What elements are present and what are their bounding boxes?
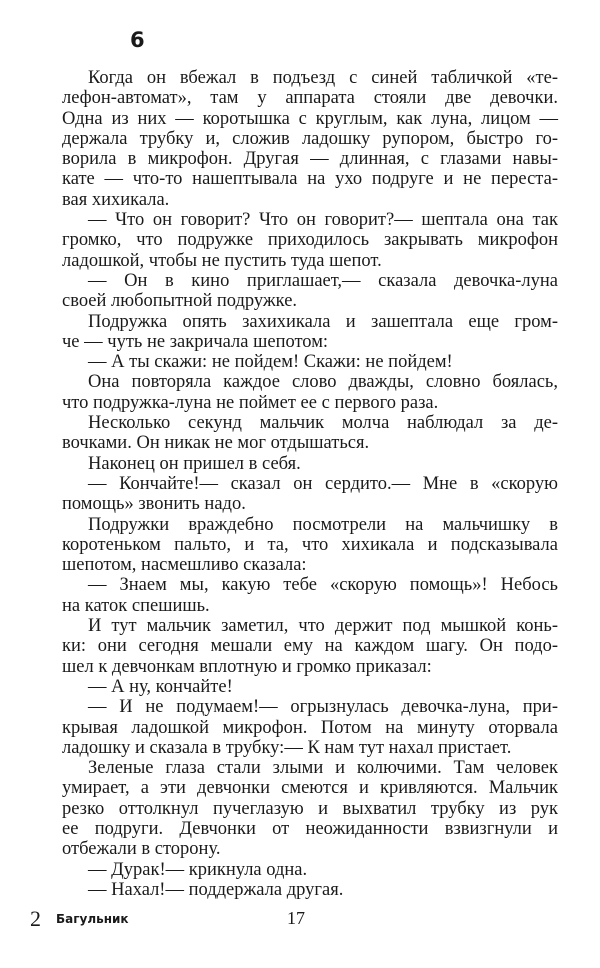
text-line: Когда он вбежал в подъезд с синей табличкой «те- <box>88 68 558 88</box>
text-line: ладошку и сказала в трубку:— К нам тут нахал пристает. <box>62 737 512 758</box>
text-line: резко оттолкнул пучеглазую и выхватил трубку из рук <box>62 798 558 819</box>
paragraph <box>62 474 558 515</box>
text-line: держала трубку и, сложив ладошку рупором, быстро го- <box>62 128 558 149</box>
text-line: шепотом, насмешливо сказала: <box>62 555 307 576</box>
text-line: коротеньком пальто, и та, что хихикала и подсказывала <box>62 534 558 555</box>
paragraph <box>62 210 558 271</box>
paragraph <box>62 271 558 312</box>
text-line: ки: они сегодня мешали ему на каждом шагу. Он подо- <box>62 636 558 657</box>
text-line: ворила в микрофон. Другая — длинная, с глазами навы- <box>62 149 558 170</box>
text-line: своей любопытной подружке. <box>62 291 298 312</box>
paragraph <box>62 758 558 859</box>
paragraph <box>62 677 558 697</box>
paragraph <box>62 372 558 413</box>
printer-signature-mark: 2 <box>30 906 41 931</box>
text-line: вочками. Он никак не мог отдышаться. <box>62 433 370 454</box>
text-line: на каток спешишь. <box>62 595 210 616</box>
paragraph <box>62 413 558 454</box>
text-line: — Дурак!— крикнула одна. <box>88 859 308 880</box>
paragraph <box>62 312 558 353</box>
paragraph <box>62 697 558 758</box>
text-line: крывая ладошкой микрофон. Потом на минуту оторвала <box>62 717 558 738</box>
text-line: — А ну, кончайте! <box>88 676 233 697</box>
text-line: — Нахал!— поддержала другая. <box>88 879 344 900</box>
text-line: Зеленые глаза стали злыми и колючими. Там человек <box>88 758 558 779</box>
text-line: помощь» звонить надо. <box>62 494 246 515</box>
paragraph <box>62 860 558 880</box>
text-line: И тут мальчик заметил, что держит под мышкой конь- <box>88 616 558 637</box>
text-line: умирает, а эти девчонки смеются и кривляются. Мальчик <box>62 778 558 799</box>
text-line: — Он в кино приглашает,— сказала девочка-луна <box>88 270 558 291</box>
text-line: — Кончайте!— сказал он сердито.— Мне в «скорую <box>88 473 558 494</box>
text-line: кате — что-то нашептывала на ухо подруге и не переста- <box>62 169 558 190</box>
text-line: — А ты скажи: не пойдем! Скажи: не пойдем! <box>88 352 453 373</box>
page-number: 17 <box>287 908 305 928</box>
text-line: Подружки враждебно посмотрели на мальчишку в <box>88 514 558 535</box>
text-line: шел к девчонкам вплотную и громко приказал: <box>62 656 432 677</box>
text-line: че — чуть не закричала шепотом: <box>62 331 329 352</box>
book-title: Багульник <box>56 912 129 926</box>
text-line: Она повторяла каждое слово дважды, словно боялась, <box>88 372 558 393</box>
text-line: Подружка опять захихикала и зашептала еще гром- <box>88 311 558 332</box>
chapter-number: 6 <box>130 28 145 52</box>
paragraph <box>62 515 558 576</box>
text-line: вая хихикала. <box>62 189 170 210</box>
text-line: что подружка-луна не поймет ее с первого раза. <box>62 392 439 413</box>
text-line: — И не подумаем!— огрызнулась девочка-луна, при- <box>88 697 558 718</box>
text-line: отбежали в сторону. <box>62 839 221 860</box>
paragraph <box>62 68 558 210</box>
text-line: ладошкой, чтобы не пустить туда шепот. <box>62 250 382 271</box>
text-line: лефон-автомат», там у аппарата стояли две девочки. <box>62 88 558 109</box>
paragraph <box>62 880 558 900</box>
text-line: Одна из них — коротышка с круглым, как луна, лицом — <box>62 108 558 129</box>
text-line: Несколько секунд мальчик молча наблюдал за де- <box>88 413 558 434</box>
text-line: — Знаем мы, какую тебе «скорую помощь»! Небось <box>88 575 558 596</box>
body-text <box>62 68 558 900</box>
text-line: ее подруги. Девчонки от неожиданности взвизгнули и <box>62 818 558 839</box>
paragraph <box>62 616 558 677</box>
text-line: — Что он говорит? Что он говорит?— шептала она так <box>88 210 558 231</box>
text-line: Наконец он пришел в себя. <box>88 453 301 474</box>
paragraph <box>62 352 558 372</box>
paragraph <box>62 575 558 616</box>
paragraph <box>62 454 558 474</box>
text-line: громко, что подружке приходилось закрывать микрофон <box>62 230 558 251</box>
